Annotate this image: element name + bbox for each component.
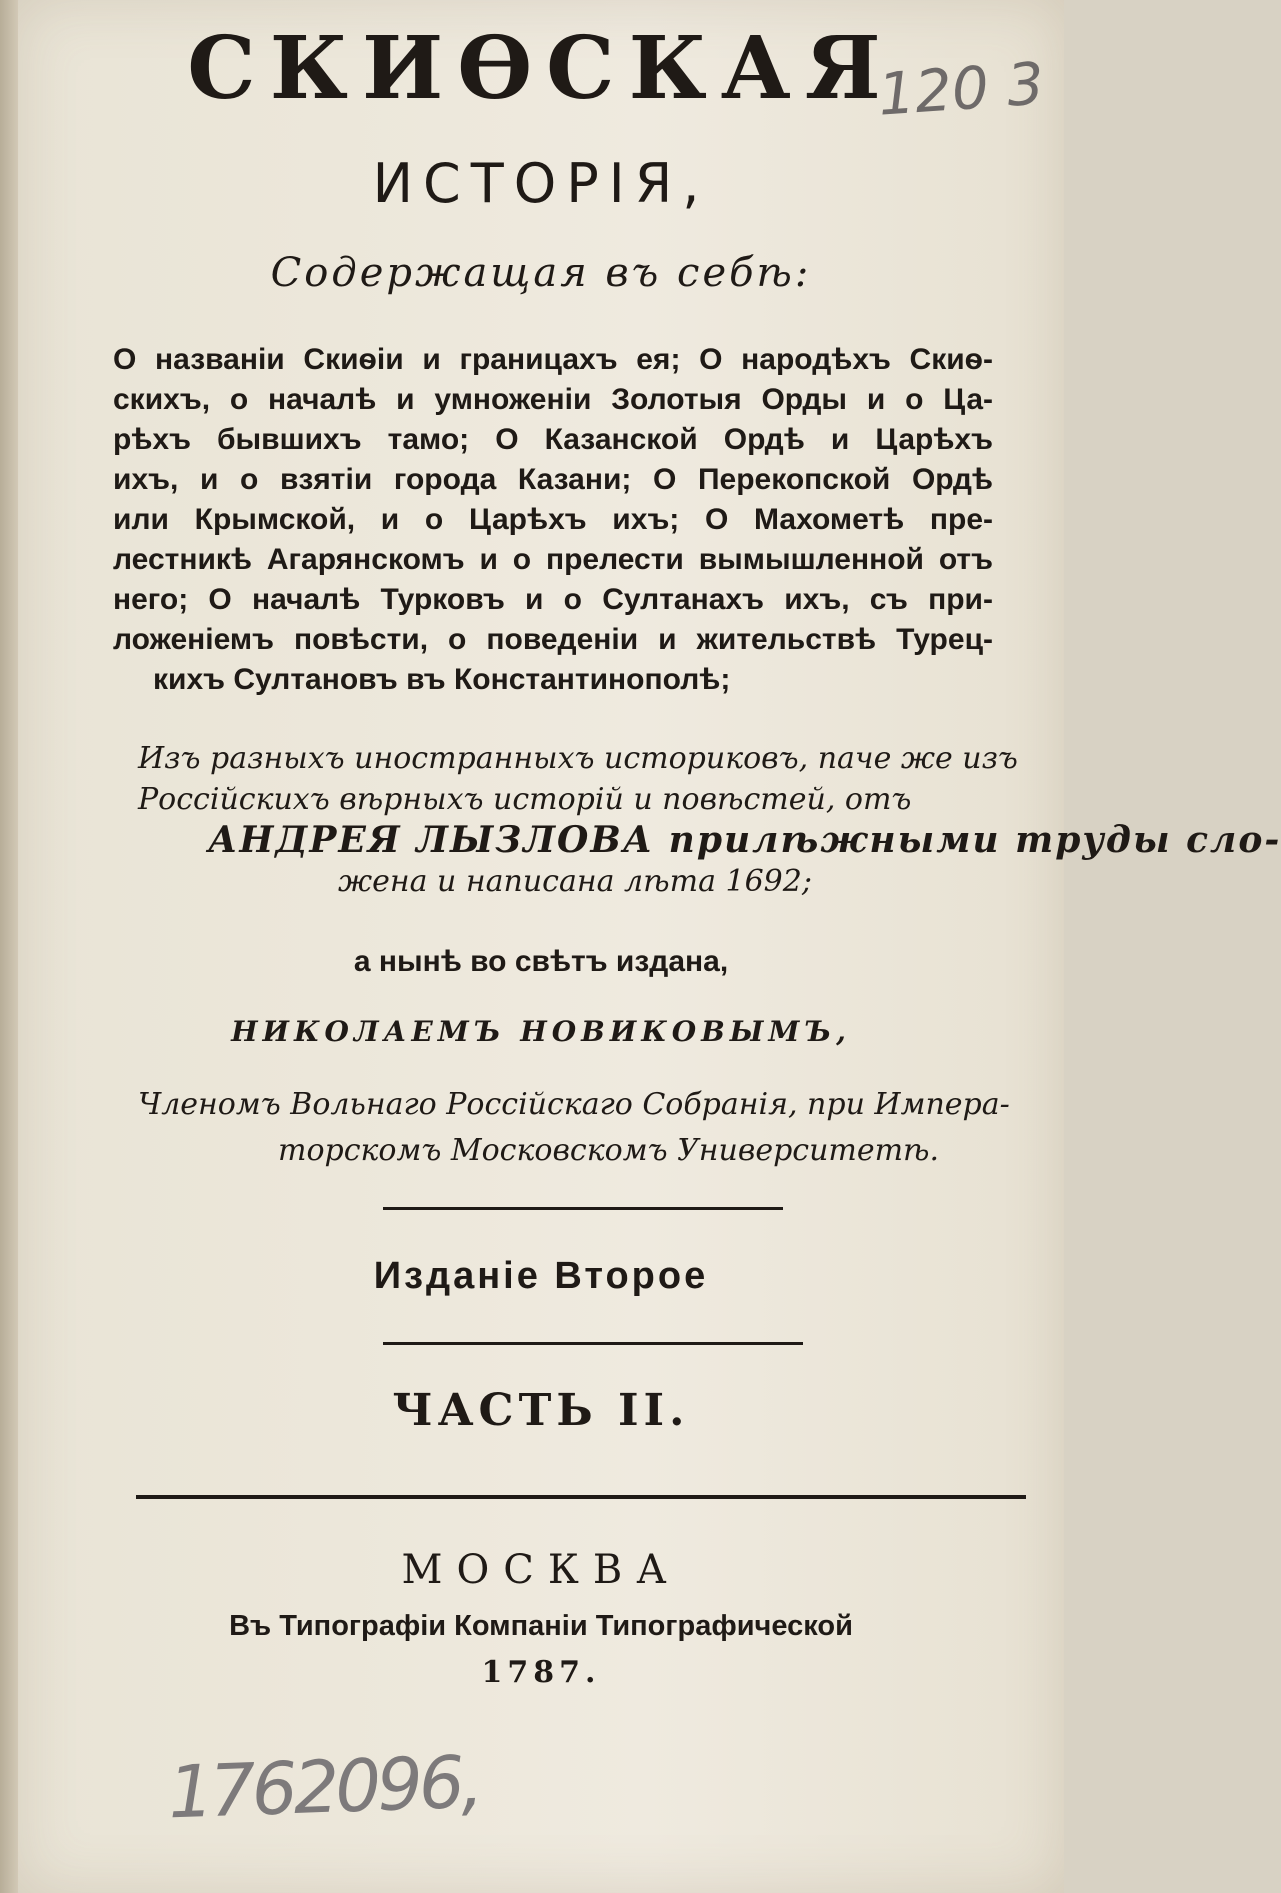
sources-line: жена и написана лѣта 1692; — [338, 864, 812, 899]
book-title-line2: ИСТОРІЯ, — [372, 152, 710, 215]
divider-rule — [383, 1207, 783, 1210]
sources-statement — [138, 738, 1281, 902]
title-page — [18, 0, 1281, 1893]
description-line: него; О началѣ Турковъ и о Султанахъ ихъ, съ при- — [113, 583, 993, 616]
description-line: ложеніемъ повѣсти, о поведеніи и жительствѣ Турец- — [113, 623, 993, 656]
imprint-year: 1787. — [481, 1655, 601, 1690]
sources-line: Изъ разныхъ иностранныхъ историковъ, паче же изъ — [138, 741, 1018, 776]
published-line: а нынѣ во свѣтъ издана, — [353, 945, 729, 978]
description-line: или Крымской, и о Царѣхъ ихъ; О Махометѣ пре- — [113, 503, 993, 536]
description-line: скихъ, о началѣ и умноженіи Золотыя Орды и о Ца- — [113, 383, 993, 416]
description-line: лестникѣ Агарянскомъ и о прелести вымышленной отъ — [113, 543, 993, 576]
description-line: кихъ Султановъ въ Константинополѣ; — [153, 663, 731, 696]
affiliation-line: Членомъ Вольнаго Россійскаго Собранія, при Импера- — [138, 1087, 1010, 1122]
publisher-affiliation — [138, 1082, 1018, 1174]
book-spine-edge — [0, 0, 18, 1893]
imprint-press: Въ Типографіи Компаніи Типографической — [229, 1610, 853, 1642]
description-line: ихъ, и о взятіи города Казани; О Перекопской Ордѣ — [113, 463, 993, 496]
publisher-name: НИКОЛАЕМЪ НОВИКОВЫМЪ, — [231, 1015, 851, 1048]
edition-label: Изданіе Второе — [373, 1255, 709, 1297]
pencil-inventory-number: 1762096, — [166, 1739, 481, 1835]
description-line: О названіи Скиѳіи и границахъ ея; О народѣхъ Скиѳ- — [113, 343, 993, 376]
book-subtitle: Содержащая въ себѣ: — [270, 250, 812, 296]
divider-rule-long — [136, 1495, 1026, 1499]
sources-line: Россійскихъ вѣрныхъ исторій и повѣстей, отъ — [138, 782, 912, 817]
author-line: АНДРЕЯ ЛЫЗЛОВА прилѣжными труды сло- — [208, 819, 1281, 861]
book-title: СКИѲСКАЯ — [187, 18, 895, 119]
divider-rule — [383, 1342, 803, 1345]
contents-description — [113, 340, 993, 700]
imprint-city: МОСКВА — [401, 1547, 681, 1593]
description-line: рѣхъ бывшихъ тамо; О Казанской Ордѣ и Царѣхъ — [113, 423, 993, 456]
part-label: ЧАСТЬ II. — [392, 1385, 690, 1436]
pencil-shelfmark-top: 120 3 — [875, 49, 1047, 129]
affiliation-line: торскомъ Московскомъ Университетѣ. — [278, 1133, 940, 1168]
